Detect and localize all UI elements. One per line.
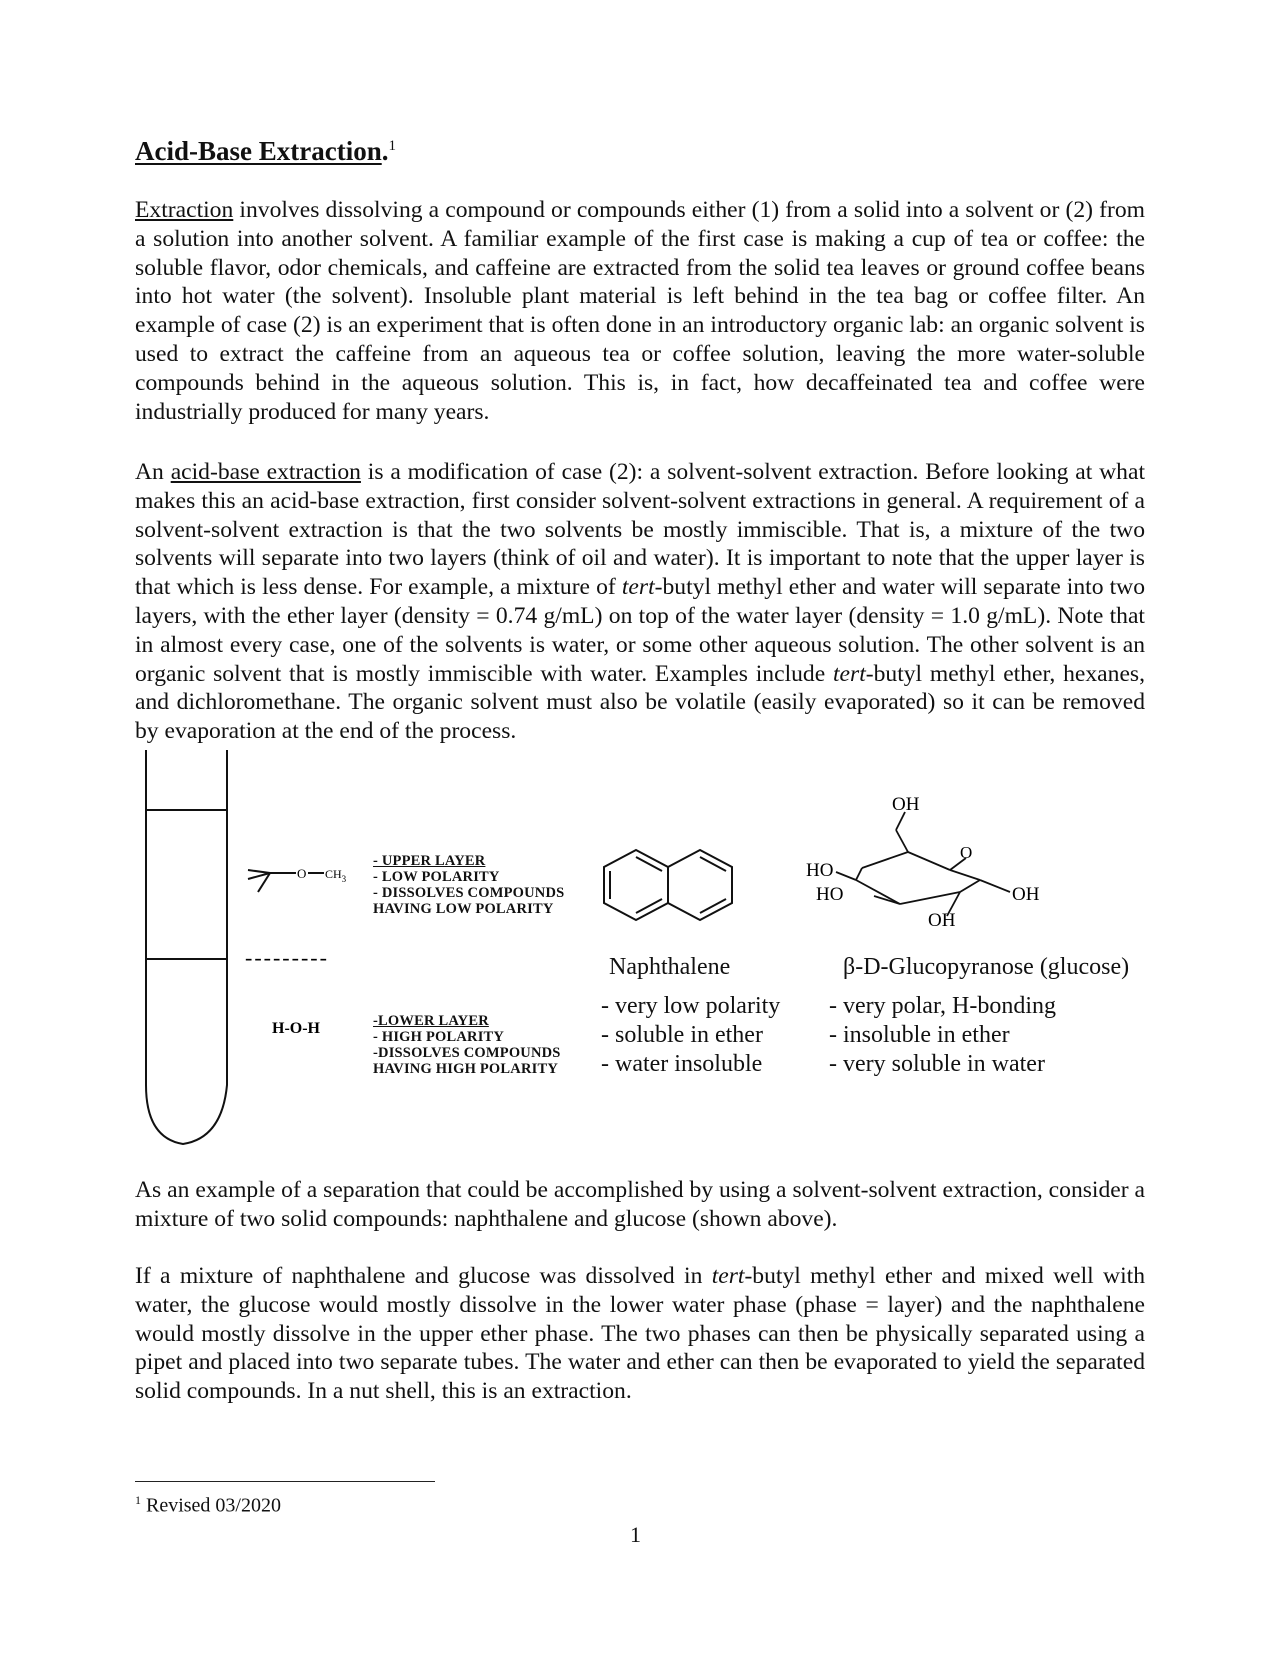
lower-layer-line-4: HAVING HIGH POLARITY — [373, 1061, 559, 1077]
upper-layer-line-3: - DISSOLVES COMPOUNDS — [373, 885, 565, 901]
paragraph-2-text-b: -butyl methyl ether and water will separate into two layers, with the ether layer (density = 0.74 g/mL) on top of the water layer (density = 1.0 g/mL). Note that in almost every case, one of the solvents is water, or some other aqueous solution. The other solvent is an organic solvent that is mostly immiscible with water. Examples include — [135, 574, 1146, 687]
footnote-divider — [135, 1481, 435, 1482]
glucose-prop-1: - very polar, H-bonding — [829, 993, 1056, 1019]
paragraph-mixture — [135, 1262, 1145, 1406]
lower-layer-line-2: - HIGH POLARITY — [373, 1029, 505, 1045]
title-footnote-mark: 1 — [388, 138, 396, 154]
title-suffix: . — [381, 136, 389, 166]
term-extraction: Extraction — [135, 197, 234, 223]
glucose-ho-2: HO — [816, 884, 844, 905]
footnote-mark: 1 — [135, 1493, 141, 1507]
paragraph-acid-base — [135, 458, 1145, 746]
title-text: Acid-Base Extraction — [135, 136, 382, 166]
footnote-text: Revised 03/2020 — [141, 1494, 281, 1517]
glucose-oh-right: OH — [1012, 884, 1040, 905]
ether-ch: $CH_3$ — [325, 867, 347, 884]
glucose-oh-bottom: OH — [928, 910, 956, 931]
paragraph-example: As an example of a separation that could be accomplished by using a solvent-solvent extraction, consider a mixture of two solid compounds: naphthalene and glucose (shown above). — [135, 1177, 1145, 1232]
lower-layer-line-3: -DISSOLVES COMPOUNDS — [373, 1045, 561, 1061]
italic-tert-3: tert — [711, 1263, 745, 1289]
glucose-properties — [829, 992, 1056, 1079]
paragraph-1-text: involves dissolving a compound or compounds either (1) from a solid into a solvent or (2) from a solution into another solvent. A familiar example of the first case is making a cup of tea or coffee: the soluble flavor, odor chemicals, and caffeine are extracted from the solid tea leaves or ground coffee beans into hot water (the solvent). Insoluble plant material is left behind in the tea bag or coffee filter. An example of case (2) is an experiment that is often done in an introductory organic lab: an organic solvent is used to extract the caffeine from an aqueous tea or coffee solution, leaving the more water-soluble compounds behind in the aqueous solution. This is, in fact, how decaffeinated tea and coffee were industrially produced for many years. — [135, 197, 1145, 425]
lower-layer-label — [373, 1013, 561, 1077]
upper-layer-label — [373, 853, 564, 917]
glucose-structure — [800, 794, 1120, 950]
upper-layer-line-1: - UPPER LAYER — [373, 853, 486, 869]
naphthalene-prop-3: - water insoluble — [601, 1051, 763, 1077]
footnote — [135, 1493, 281, 1518]
paragraph-4-text-a: If a mixture of naphthalene and glucose was dissolved in — [135, 1263, 712, 1289]
upper-layer-line-2: - LOW POLARITY — [373, 869, 500, 885]
glucose-ho-1: HO — [806, 860, 834, 881]
upper-layer-line-4: HAVING LOW POLARITY — [373, 901, 554, 917]
glucose-prop-3: - very soluble in water — [829, 1051, 1045, 1077]
glucose-name: β-D-Glucopyranose (glucose) — [843, 954, 1130, 980]
glucose-ring-o: O — [960, 843, 973, 862]
naphthalene-prop-1: - very low polarity — [601, 993, 781, 1019]
glucose-oh-top: OH — [892, 794, 920, 815]
italic-tert-1: tert — [621, 574, 655, 601]
page-title — [135, 136, 396, 167]
italic-tert-2: tert — [832, 660, 866, 687]
paragraph-2-lead: An — [135, 459, 171, 485]
page-number: 1 — [630, 1522, 641, 1547]
ether-o: O — [297, 866, 307, 881]
term-acid-base-extraction: acid-base extraction — [170, 459, 361, 485]
separator-dashes: --------- — [245, 945, 329, 970]
lower-layer-line-1: -LOWER LAYER — [373, 1013, 489, 1029]
naphthalene-name: Naphthalene — [609, 954, 731, 980]
paragraph-2-text-c: -butyl methyl ether, hexanes, and dichloromethane. The organic solvent must also be volatile (easily evaporated) so it can be removed by evaporation at the end of the process. — [135, 660, 1145, 745]
paragraph-2-text-a: is a modification of case (2): a solvent-solvent extraction. Before looking at what makes this an acid-base extraction, first consider solvent-solvent extractions in general. A requirement of a solvent-solvent extraction is that the two solvents be mostly immiscible. That is, a mixture of the two solvents will separate into two layers (think of oil and water). It is important to note that the upper layer is that which is less dense. For example, a mixture of — [135, 459, 1146, 601]
naphthalene-prop-2: - soluble in ether — [601, 1022, 763, 1048]
naphthalene-properties — [601, 992, 780, 1079]
paragraph-4-text-b: -butyl methyl ether and mixed well with water, the glucose would mostly dissolve in the lower water phase (phase = layer) and the naphthalene would mostly dissolve in the upper ether phase. The two phases can then be physically separated using a pipet and placed into two separate tubes. The water and ether can then be evaporated to yield the separated solid compounds. In a nut shell, this is an extraction. — [135, 1263, 1145, 1405]
paragraph-extraction — [135, 196, 1145, 426]
glucose-prop-2: - insoluble in ether — [829, 1022, 1010, 1048]
water-formula: H-O-H — [272, 1020, 320, 1037]
naphthalene-structure — [598, 845, 748, 945]
